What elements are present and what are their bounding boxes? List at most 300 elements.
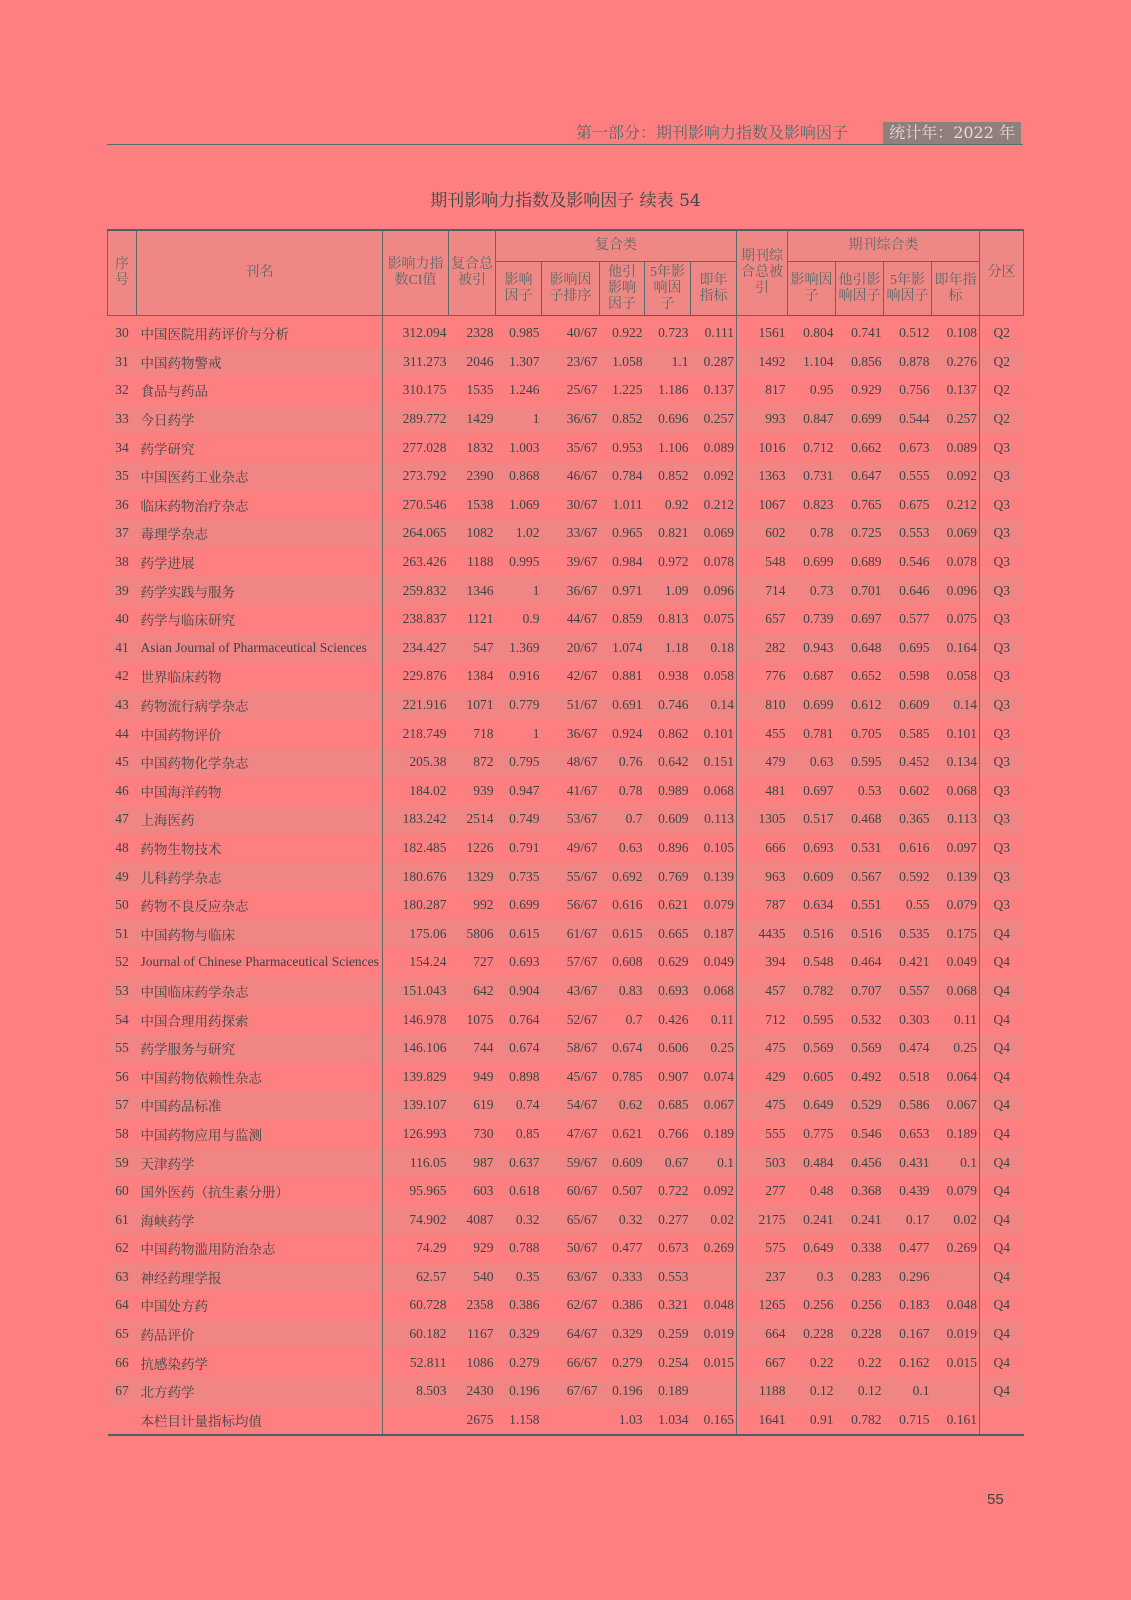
table-row [108,548,1024,577]
table-row [108,1348,1024,1377]
cell-composite-5yif: 0.277 [645,1205,691,1234]
cell-ci-value: 289.772 [383,405,449,434]
cell-journal-if: 0.739 [788,605,836,634]
cell-composite-if: 0.279 [496,1348,542,1377]
cell-composite-rank: 64/67 [542,1320,600,1349]
cell-zone: Q4 [980,1291,1024,1320]
cell-composite-immediacy: 0.02 [691,1205,737,1234]
cell-composite-rank: 39/67 [542,548,600,577]
cell-journal-immediacy: 0.079 [932,1177,980,1206]
cell-ci-value: 146.978 [383,1005,449,1034]
cell-composite-rank: 48/67 [542,748,600,777]
cell-journal-if: 0.649 [788,1091,836,1120]
cell-total-cites: 1429 [449,405,496,434]
cell-journal-5yif: 0.598 [884,662,932,691]
cell-composite-immediacy: 0.079 [691,891,737,920]
cell-journal-oif: 0.701 [836,576,884,605]
col-composite-5yif: 5年影响因子 [645,262,691,316]
cell-total-cites: 987 [449,1148,496,1177]
cell-journal-total-cites: 657 [737,605,788,634]
cell-total-cites: 2675 [449,1406,496,1436]
cell-journal-name: 海峡药学 [137,1205,383,1234]
cell-total-cites: 744 [449,1034,496,1063]
cell-composite-rank: 47/67 [542,1120,600,1149]
cell-zone: Q4 [980,1034,1024,1063]
cell-journal-if: 0.48 [788,1177,836,1206]
cell-journal-if: 0.73 [788,576,836,605]
cell-journal-5yif: 0.1 [884,1377,932,1406]
cell-zone: Q4 [980,1177,1024,1206]
cell-journal-5yif: 0.756 [884,376,932,405]
cell-journal-total-cites: 993 [737,405,788,434]
cell-journal-if: 0.699 [788,691,836,720]
cell-composite-if: 1.069 [496,491,542,520]
cell-composite-immediacy: 0.257 [691,405,737,434]
table-row [108,777,1024,806]
cell-journal-immediacy: 0.049 [932,948,980,977]
cell-journal-oif: 0.689 [836,548,884,577]
cell-composite-immediacy: 0.058 [691,662,737,691]
cell-composite-immediacy: 0.074 [691,1062,737,1091]
cell-composite-5yif: 0.673 [645,1234,691,1263]
cell-composite-oif: 0.852 [600,405,645,434]
cell-total-cites: 718 [449,719,496,748]
cell-journal-immediacy: 0.101 [932,719,980,748]
cell-composite-oif: 0.785 [600,1062,645,1091]
cell-journal-oif: 0.546 [836,1120,884,1149]
cell-journal-oif: 0.338 [836,1234,884,1263]
cell-journal-5yif: 0.421 [884,948,932,977]
cell-composite-if: 0.898 [496,1062,542,1091]
cell-journal-name: 上海医药 [137,805,383,834]
table-row [108,491,1024,520]
cell-composite-oif: 0.692 [600,862,645,891]
cell-composite-immediacy: 0.067 [691,1091,737,1120]
table-row [108,376,1024,405]
cell-composite-oif: 0.477 [600,1234,645,1263]
cell-journal-immediacy: 0.064 [932,1062,980,1091]
cell-seq: 35 [108,462,137,491]
cell-composite-if: 0.693 [496,948,542,977]
cell-composite-rank: 35/67 [542,433,600,462]
table-row [108,1034,1024,1063]
cell-composite-5yif: 0.259 [645,1320,691,1349]
cell-total-cites: 2046 [449,348,496,377]
cell-total-cites: 1075 [449,1005,496,1034]
cell-composite-rank: 60/67 [542,1177,600,1206]
cell-journal-5yif: 0.439 [884,1177,932,1206]
cell-composite-oif: 0.615 [600,919,645,948]
cell-journal-total-cites: 810 [737,691,788,720]
table-row [108,891,1024,920]
cell-journal-total-cites: 712 [737,1005,788,1034]
cell-journal-name: 中国药物与临床 [137,919,383,948]
cell-zone: Q3 [980,862,1024,891]
cell-zone: Q4 [980,919,1024,948]
cell-journal-immediacy: 0.096 [932,576,980,605]
cell-journal-name: 药学与临床研究 [137,605,383,634]
cell-composite-rank: 44/67 [542,605,600,634]
table-row [108,1320,1024,1349]
cell-journal-if: 0.22 [788,1348,836,1377]
cell-seq: 48 [108,834,137,863]
cell-total-cites: 1167 [449,1320,496,1349]
cell-composite-rank: 50/67 [542,1234,600,1263]
cell-composite-5yif: 0.606 [645,1034,691,1063]
cell-composite-if: 0.764 [496,1005,542,1034]
cell-journal-immediacy: 0.134 [932,748,980,777]
cell-journal-if: 0.687 [788,662,836,691]
cell-composite-oif: 1.074 [600,634,645,663]
cell-journal-5yif: 0.512 [884,316,932,348]
cell-composite-immediacy: 0.14 [691,691,737,720]
cell-ci-value [383,1406,449,1436]
cell-composite-oif: 0.924 [600,719,645,748]
cell-seq: 54 [108,1005,137,1034]
cell-zone: Q4 [980,1005,1024,1034]
cell-composite-rank: 20/67 [542,634,600,663]
cell-composite-5yif: 1.106 [645,433,691,462]
cell-seq: 42 [108,662,137,691]
cell-journal-immediacy: 0.139 [932,862,980,891]
cell-journal-if: 0.63 [788,748,836,777]
cell-composite-rank: 53/67 [542,805,600,834]
cell-ci-value: 229.876 [383,662,449,691]
cell-ci-value: 154.24 [383,948,449,977]
cell-total-cites: 1538 [449,491,496,520]
cell-journal-if: 0.78 [788,519,836,548]
cell-composite-rank: 59/67 [542,1148,600,1177]
cell-journal-name: 毒理学杂志 [137,519,383,548]
cell-seq: 40 [108,605,137,634]
cell-composite-rank: 41/67 [542,777,600,806]
cell-ci-value: 175.06 [383,919,449,948]
cell-composite-oif: 0.922 [600,316,645,348]
cell-journal-immediacy: 0.068 [932,977,980,1006]
cell-composite-oif: 0.7 [600,805,645,834]
cell-composite-5yif: 0.989 [645,777,691,806]
cell-composite-oif: 1.225 [600,376,645,405]
cell-journal-if: 0.823 [788,491,836,520]
cell-composite-rank: 30/67 [542,491,600,520]
cell-zone: Q3 [980,662,1024,691]
cell-seq: 47 [108,805,137,834]
cell-ci-value: 139.829 [383,1062,449,1091]
cell-ci-value: 270.546 [383,491,449,520]
cell-composite-rank: 49/67 [542,834,600,863]
cell-zone: Q3 [980,433,1024,462]
cell-journal-immediacy: 0.257 [932,405,980,434]
cell-ci-value: 74.29 [383,1234,449,1263]
cell-ci-value: 184.02 [383,777,449,806]
cell-total-cites: 730 [449,1120,496,1149]
cell-composite-5yif: 0.609 [645,805,691,834]
table-row [108,1406,1024,1436]
cell-journal-5yif: 0.17 [884,1205,932,1234]
cell-composite-if: 0.637 [496,1148,542,1177]
cell-composite-5yif: 0.723 [645,316,691,348]
cell-composite-if: 0.674 [496,1034,542,1063]
cell-composite-5yif: 1.18 [645,634,691,663]
cell-journal-5yif: 0.474 [884,1034,932,1063]
cell-composite-if: 0.795 [496,748,542,777]
cell-composite-5yif: 0.92 [645,491,691,520]
cell-composite-if: 0.35 [496,1263,542,1292]
cell-journal-oif: 0.929 [836,376,884,405]
cell-composite-oif: 0.784 [600,462,645,491]
cell-composite-5yif: 0.896 [645,834,691,863]
col-composite-oif: 他引影响因子 [600,262,645,316]
cell-journal-total-cites: 4435 [737,919,788,948]
cell-composite-5yif: 0.938 [645,662,691,691]
table-row [108,948,1024,977]
cell-journal-oif: 0.368 [836,1177,884,1206]
cell-journal-name: 中国药品标准 [137,1091,383,1120]
cell-composite-immediacy: 0.187 [691,919,737,948]
cell-journal-oif: 0.652 [836,662,884,691]
cell-composite-if: 1.003 [496,433,542,462]
cell-composite-5yif: 0.972 [645,548,691,577]
cell-ci-value: 146.106 [383,1034,449,1063]
cell-journal-immediacy: 0.212 [932,491,980,520]
cell-composite-rank: 46/67 [542,462,600,491]
cell-journal-immediacy: 0.276 [932,348,980,377]
cell-total-cites: 2514 [449,805,496,834]
cell-journal-5yif: 0.586 [884,1091,932,1120]
cell-composite-oif: 0.616 [600,891,645,920]
cell-seq: 61 [108,1205,137,1234]
cell-composite-if: 0.868 [496,462,542,491]
cell-journal-if: 0.91 [788,1406,836,1436]
cell-journal-oif: 0.782 [836,1406,884,1436]
cell-composite-oif: 0.83 [600,977,645,1006]
cell-zone: Q4 [980,1148,1024,1177]
table-row [108,719,1024,748]
cell-seq: 56 [108,1062,137,1091]
cell-composite-5yif: 0.642 [645,748,691,777]
cell-journal-if: 0.847 [788,405,836,434]
cell-zone: Q3 [980,805,1024,834]
header-year-badge: 统计年：2022 年 [883,122,1021,144]
cell-journal-total-cites: 1363 [737,462,788,491]
cell-zone: Q4 [980,1320,1024,1349]
col-zone: 分区 [980,230,1024,316]
cell-composite-if: 1.246 [496,376,542,405]
cell-seq: 37 [108,519,137,548]
cell-journal-name: 中国海洋药物 [137,777,383,806]
cell-journal-5yif: 0.585 [884,719,932,748]
table-row [108,834,1024,863]
cell-ci-value: 218.749 [383,719,449,748]
cell-composite-oif: 0.621 [600,1120,645,1149]
cell-journal-5yif: 0.609 [884,691,932,720]
cell-zone: Q3 [980,719,1024,748]
cell-journal-oif: 0.468 [836,805,884,834]
table-row [108,405,1024,434]
cell-composite-5yif: 0.696 [645,405,691,434]
cell-zone: Q3 [980,891,1024,920]
cell-journal-immediacy: 0.269 [932,1234,980,1263]
cell-journal-name: 中国医药工业杂志 [137,462,383,491]
col-journal-total-cites: 期刊综合总被引 [737,230,788,316]
cell-journal-if: 0.775 [788,1120,836,1149]
cell-journal-total-cites: 602 [737,519,788,548]
cell-journal-total-cites: 475 [737,1091,788,1120]
cell-composite-oif: 0.63 [600,834,645,863]
cell-ci-value: 312.094 [383,316,449,348]
table-row [108,1377,1024,1406]
cell-total-cites: 1384 [449,662,496,691]
cell-journal-name: 药物生物技术 [137,834,383,863]
cell-ci-value: 139.107 [383,1091,449,1120]
cell-journal-if: 0.12 [788,1377,836,1406]
table-row [108,634,1024,663]
cell-journal-oif: 0.241 [836,1205,884,1234]
cell-total-cites: 929 [449,1234,496,1263]
cell-journal-5yif: 0.878 [884,348,932,377]
cell-composite-immediacy [691,1263,737,1292]
cell-seq: 66 [108,1348,137,1377]
cell-journal-oif: 0.456 [836,1148,884,1177]
cell-journal-immediacy: 0.161 [932,1406,980,1436]
table-row [108,462,1024,491]
cell-journal-name: 中国药物警戒 [137,348,383,377]
cell-journal-oif: 0.516 [836,919,884,948]
cell-ci-value: 238.837 [383,605,449,634]
cell-composite-rank: 33/67 [542,519,600,548]
cell-journal-oif: 0.648 [836,634,884,663]
cell-composite-if: 0.386 [496,1291,542,1320]
cell-journal-if: 0.241 [788,1205,836,1234]
cell-composite-if: 0.749 [496,805,542,834]
cell-journal-total-cites: 817 [737,376,788,405]
cell-journal-5yif: 0.553 [884,519,932,548]
cell-journal-if: 1.104 [788,348,836,377]
cell-composite-oif: 0.984 [600,548,645,577]
cell-journal-immediacy: 0.14 [932,691,980,720]
header-section-title: 第一部分：期刊影响力指数及影响因子 [575,123,848,142]
cell-journal-name: 中国临床药学杂志 [137,977,383,1006]
cell-seq: 51 [108,919,137,948]
col-composite-rank: 影响因子排序 [542,262,600,316]
cell-ci-value: 277.028 [383,433,449,462]
cell-journal-immediacy: 0.113 [932,805,980,834]
cell-journal-name: 中国合理用药探索 [137,1005,383,1034]
cell-journal-if: 0.484 [788,1148,836,1177]
cell-journal-5yif: 0.296 [884,1263,932,1292]
cell-journal-total-cites: 664 [737,1320,788,1349]
page-number: 55 [987,1491,1004,1508]
cell-journal-5yif: 0.577 [884,605,932,634]
cell-total-cites: 949 [449,1062,496,1091]
cell-journal-total-cites: 479 [737,748,788,777]
table-row [108,1062,1024,1091]
cell-total-cites: 2358 [449,1291,496,1320]
cell-composite-if: 0.329 [496,1320,542,1349]
cell-composite-immediacy: 0.015 [691,1348,737,1377]
cell-seq: 33 [108,405,137,434]
cell-journal-total-cites: 1016 [737,433,788,462]
cell-composite-if: 0.32 [496,1205,542,1234]
cell-journal-if: 0.782 [788,977,836,1006]
cell-composite-if: 0.791 [496,834,542,863]
cell-composite-5yif: 0.685 [645,1091,691,1120]
cell-journal-if: 0.634 [788,891,836,920]
cell-journal-if: 0.95 [788,376,836,405]
cell-composite-if: 0.615 [496,919,542,948]
cell-composite-if: 0.735 [496,862,542,891]
cell-journal-name: 临床药物治疗杂志 [137,491,383,520]
cell-journal-immediacy: 0.078 [932,548,980,577]
cell-zone: Q3 [980,748,1024,777]
cell-journal-if: 0.3 [788,1263,836,1292]
cell-journal-immediacy: 0.1 [932,1148,980,1177]
table-row [108,1148,1024,1177]
cell-journal-oif: 0.53 [836,777,884,806]
cell-journal-5yif: 0.544 [884,405,932,434]
cell-journal-oif: 0.699 [836,405,884,434]
cell-composite-oif: 0.674 [600,1034,645,1063]
cell-total-cites: 642 [449,977,496,1006]
cell-zone: Q3 [980,634,1024,663]
cell-journal-5yif: 0.695 [884,634,932,663]
cell-composite-oif: 0.62 [600,1091,645,1120]
cell-journal-immediacy: 0.092 [932,462,980,491]
cell-composite-5yif: 1.034 [645,1406,691,1436]
cell-journal-oif: 0.492 [836,1062,884,1091]
cell-seq: 39 [108,576,137,605]
cell-composite-immediacy: 0.092 [691,1177,737,1206]
cell-journal-total-cites: 1492 [737,348,788,377]
col-name: 刊名 [137,230,383,316]
cell-seq: 67 [108,1377,137,1406]
cell-journal-5yif: 0.592 [884,862,932,891]
cell-journal-oif: 0.662 [836,433,884,462]
cell-zone: Q4 [980,1263,1024,1292]
cell-composite-oif: 0.507 [600,1177,645,1206]
cell-journal-name: 药物不良反应杂志 [137,891,383,920]
cell-journal-immediacy: 0.11 [932,1005,980,1034]
col-total-cites: 复合总被引 [449,230,496,316]
cell-composite-immediacy: 0.019 [691,1320,737,1349]
cell-composite-5yif: 0.907 [645,1062,691,1091]
cell-seq: 34 [108,433,137,462]
table-row [108,433,1024,462]
cell-journal-total-cites: 394 [737,948,788,977]
cell-journal-total-cites: 963 [737,862,788,891]
cell-composite-oif: 0.386 [600,1291,645,1320]
cell-total-cites: 2328 [449,316,496,348]
cell-composite-if: 0.916 [496,662,542,691]
cell-seq: 58 [108,1120,137,1149]
cell-composite-oif: 1.058 [600,348,645,377]
cell-journal-5yif: 0.616 [884,834,932,863]
col-group-journal: 期刊综合类 [788,230,980,262]
cell-journal-total-cites: 282 [737,634,788,663]
col-seq: 序号 [108,230,137,316]
cell-journal-total-cites: 548 [737,548,788,577]
cell-journal-name: Asian Journal of Pharmaceutical Sciences [137,634,383,663]
col-composite-immediacy: 即年指标 [691,262,737,316]
cell-composite-immediacy: 0.068 [691,977,737,1006]
cell-zone: Q4 [980,948,1024,977]
cell-journal-oif: 0.22 [836,1348,884,1377]
cell-composite-oif: 0.333 [600,1263,645,1292]
table-row [108,662,1024,691]
cell-composite-5yif: 0.621 [645,891,691,920]
cell-journal-total-cites: 1305 [737,805,788,834]
cell-journal-oif: 0.228 [836,1320,884,1349]
